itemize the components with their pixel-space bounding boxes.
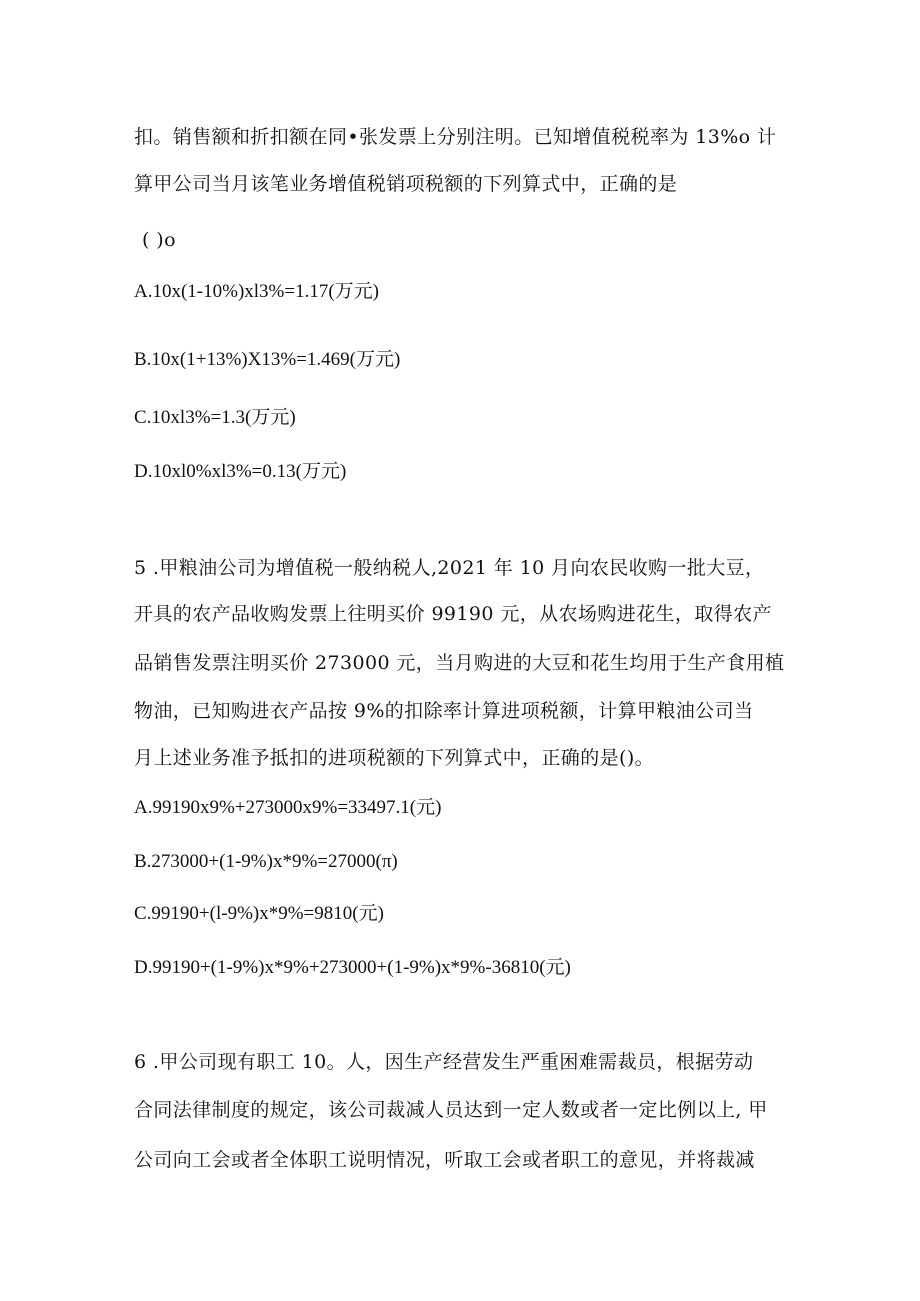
- q4-option-c: C.10xl3%=1.3(万元): [134, 407, 296, 428]
- q5-option-c: C.99190+(l-9%)x*9%=9810(元): [134, 903, 384, 924]
- q6-text-line-2: 合同法律制度的规定，该公司裁减人员达到一定人数或者一定比例以上, 甲: [134, 1099, 768, 1121]
- q6-text-line-1: 6 .甲公司现有职工 10。人，因生产经营发生严重困难需裁员，根据劳动: [134, 1051, 754, 1073]
- q5-text-line-4: 物油，已知购进衣产品按 9%的扣除率计算进项税额，计算甲粮油公司当: [134, 700, 754, 722]
- q4-text-line-1: 扣。销售额和折扣额在同•张发票上分别注明。已知增值税税率为 13%o 计: [134, 126, 777, 148]
- q5-option-b: B.273000+(1-9%)x*9%=27000(π): [134, 851, 398, 872]
- q4-option-b: B.10x(1+13%)X13%=1.469(万元): [134, 349, 401, 370]
- q5-option-d: D.99190+(1-9%)x*9%+273000+(1-9%)x*9%-36810(元): [134, 957, 571, 978]
- q6-text-line-3: 公司向工会或者全体职工说明情况，听取工会或者职工的意见，并将裁减: [134, 1149, 755, 1171]
- q5-text-line-5: 月上述业务准予抵扣的进项税额的下列算式中，正确的是()。: [134, 747, 655, 769]
- q5-text-line-2: 开具的农产品收购发票上往明买价 99190 元，从农场购进花生，取得农产: [134, 603, 772, 625]
- q5-text-line-3: 品销售发票注明买价 273000 元，当月购进的大豆和花生均用于生产食用植: [134, 652, 785, 674]
- q4-text-line-2: 算甲公司当月该笔业务增值税销项税额的下列算式中，正确的是: [134, 173, 678, 195]
- q4-answer-blank: ( )o: [142, 229, 176, 251]
- q5-text-line-1: 5 .甲粮油公司为增值税一般纳税人,2021 年 10 月向农民收购一批大豆，: [134, 557, 765, 579]
- q4-option-a: A.10x(1-10%)xl3%=1.17(万元): [134, 281, 380, 302]
- q4-option-d: D.10xl0%xl3%=0.13(万元): [134, 461, 347, 482]
- q5-option-a: A.99190x9%+273000x9%=33497.1(元): [134, 797, 442, 818]
